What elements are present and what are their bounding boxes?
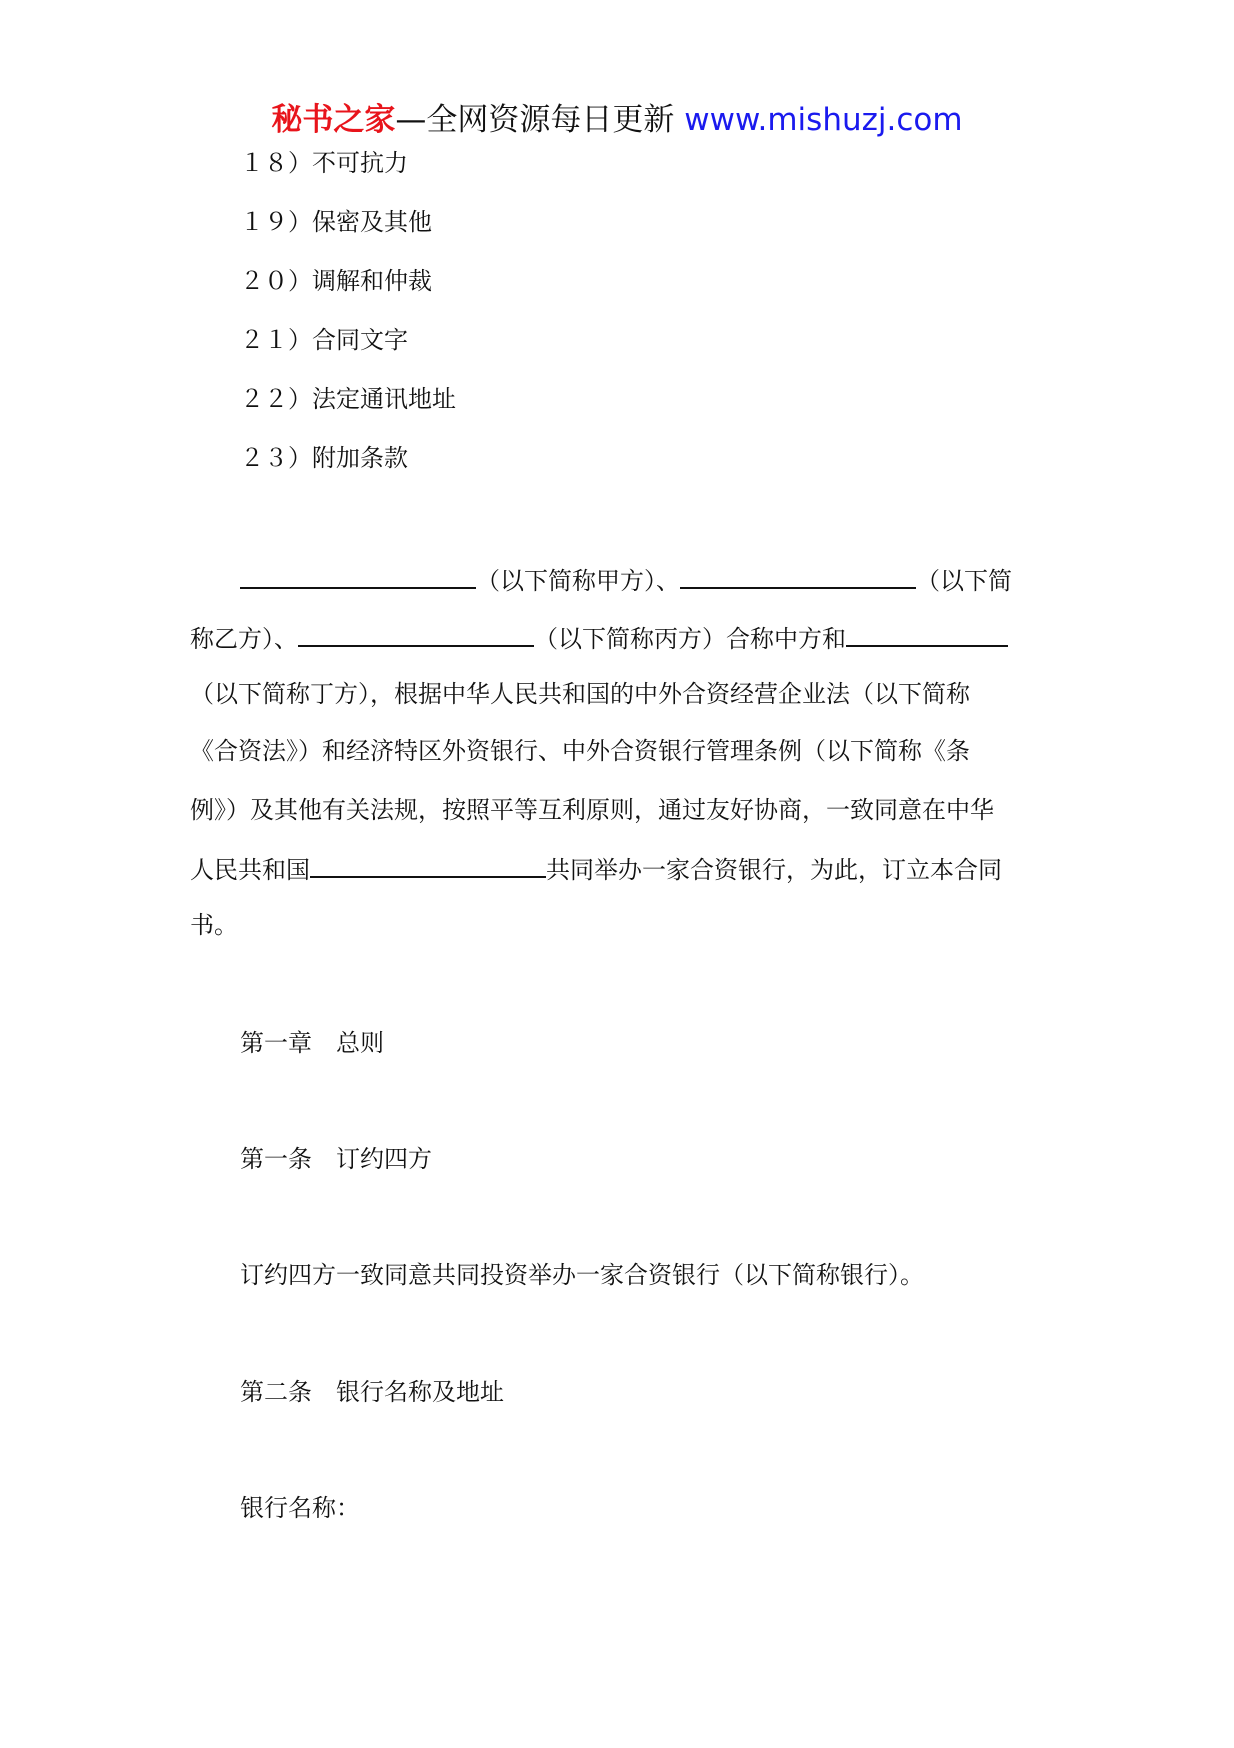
- preamble-line-4: 《合资法》）和经济特区外资银行、中外合资银行管理条例（以下简称《条: [190, 737, 970, 765]
- toc-item-23: ２３）附加条款: [240, 444, 408, 472]
- preamble-line-7: 书。: [190, 911, 238, 939]
- site-slogan: —全网资源每日更新: [395, 102, 675, 138]
- toc-item-18: １８）不可抗力: [240, 149, 408, 177]
- article-1-title: 第一条 订约四方: [240, 1145, 432, 1173]
- site-url-link[interactable]: www.mishuzj.com: [684, 102, 963, 138]
- preamble-line-1: （以下简称甲方）、 （以下简: [240, 563, 1012, 596]
- toc-item-19: １９）保密及其他: [240, 208, 432, 236]
- toc-item-20: ２０）调解和仲裁: [240, 267, 432, 295]
- preamble-line-5: 例》）及其他有关法规，按照平等互利原则，通过友好协商，一致同意在中华: [190, 796, 994, 824]
- toc-item-21: ２１）合同文字: [240, 326, 408, 354]
- toc-item-22: ２２）法定通讯地址: [240, 385, 456, 413]
- article-1-text: 订约四方一致同意共同投资举办一家合资银行（以下简称银行）。: [240, 1261, 924, 1289]
- bank-name-label: 银行名称：: [240, 1494, 360, 1522]
- site-header: [0, 100, 1234, 140]
- site-brand: 秘书之家: [271, 102, 396, 138]
- location-blank[interactable]: [310, 852, 546, 878]
- preamble-line-2: 称乙方）、 （以下简称丙方）合称中方和: [190, 621, 1008, 654]
- article-2-title: 第二条 银行名称及地址: [240, 1378, 504, 1406]
- party-d-blank[interactable]: [846, 621, 1008, 647]
- party-a-blank[interactable]: [240, 563, 476, 589]
- preamble-line-6: 人民共和国 共同举办一家合资银行，为此，订立本合同: [190, 852, 1002, 885]
- chapter-title: 第一章 总则: [240, 1029, 384, 1057]
- preamble-line-3: （以下简称丁方），根据中华人民共和国的中外合资经营企业法（以下简称: [190, 680, 970, 708]
- party-b-blank[interactable]: [680, 563, 916, 589]
- party-c-blank[interactable]: [298, 621, 534, 647]
